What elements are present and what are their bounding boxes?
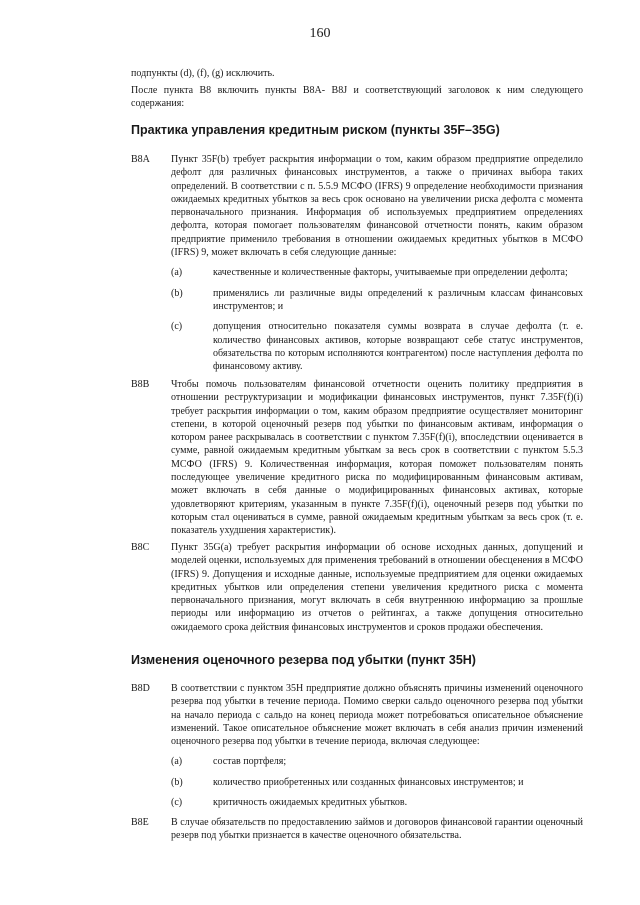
paragraph-b8b xyxy=(131,378,583,538)
list-item-text: состав портфеля; xyxy=(213,756,287,768)
list-item-label: (b) xyxy=(171,287,183,299)
paragraph-number: B8E xyxy=(131,817,149,828)
list-item-text: применялись ли различные виды определений к различным классам финансовых инструментов; и xyxy=(213,287,583,312)
paragraph-number: B8C xyxy=(131,542,150,553)
list-item-label: (b) xyxy=(171,776,183,788)
list-item-text: допущения относительно показателя суммы возврата в случае дефолта (т. е. количество финансовых активов, которые возвращают себе статус инструментов, обязательства по которым исполняются контрагентом) после наступления дефолта по финансовому активу. xyxy=(213,321,583,373)
section-heading-loss-allowance: Изменения оценочного резерва под убытки (пункт 35H) xyxy=(131,653,476,667)
paragraph-b8a xyxy=(131,153,583,373)
list-item-label: (a) xyxy=(171,267,183,279)
list-item-text: качественные и количественные факторы, учитываемые при определении дефолта; xyxy=(213,267,568,279)
intro-line-1: подпункты (d), (f), (g) исключить. xyxy=(131,68,275,79)
intro-line-2: После пункта B8 включить пункты B8A- B8J и соответствующий заголовок к ним следующего содержания: xyxy=(131,85,583,110)
paragraph-number: B8D xyxy=(131,683,150,694)
list-item-label: (c) xyxy=(171,797,183,809)
paragraph-b8c xyxy=(131,541,583,634)
list-item xyxy=(171,287,583,314)
list-item xyxy=(171,320,583,373)
paragraph-text: Пункт 35G(a) требует раскрытия информации об основе исходных данных, допущений и моделей оценки, используемых для применения требований в отношении обесценения в МСФО (IFRS) 9. Допущения и исходные данные, используемые предприятием для оценки ожидаемых кредитных убытков или определения степени увеличения кредитного риска с момента первоначального признания, могут включать в себя внутреннюю информацию за прошлые периоды или информацию из отчетов о рейтингах, а также допущения относительно ожидаемого срока действия финансовых инструментов и сроков продажи обеспечения. xyxy=(171,542,583,633)
list-item xyxy=(171,755,583,768)
paragraph-b8d xyxy=(131,682,583,809)
paragraph-text: В соответствии с пунктом 35H предприятие должно объяснять причины изменений оценочного резерва под убытки в течение периода. Помимо сверки сальдо оценочного резерва под убытки на начало периода с сальдо на конец периода может потребоваться описательное объяснение изменений. Такое описательное объяснение может включать в себя анализ причин изменений оценочного резерва под убытки в течение периода, включая следующее: xyxy=(171,683,583,748)
paragraph-text: В случае обязательств по предоставлению займов и договоров финансовой гарантии оценочный резерв под убытки признается в качестве оценочного обязательства. xyxy=(171,817,583,842)
page-number: 160 xyxy=(309,26,331,41)
list-item xyxy=(171,776,583,789)
section-heading-credit-risk: Практика управления кредитным риском (пункты 35F–35G) xyxy=(131,123,500,137)
list-item xyxy=(171,266,583,279)
paragraph-number: B8B xyxy=(131,379,150,390)
list-item-text: критичность ожидаемых кредитных убытков. xyxy=(213,797,408,809)
list-item-label: (a) xyxy=(171,756,183,768)
paragraph-text: Пункт 35F(b) требует раскрытия информации о том, каким образом предприятие определило дефолт для различных финансовых инструментов, а также о причинах выбора таких определений. В соответствии с п. 5.5.9 МСФО (IFRS) 9 определение необходимости признания ожидаемых кредитных убытков за весь срок основано на увеличении риска дефолта с момента первоначального признания. Информация об используемых предприятием определениях дефолта, которая помогает пользователям финансовой отчетности понять, каким образом предприятие применило требования в отношении ожидаемых кредитных убытков в МСФО (IFRS) 9, может включать в себя следующие данные: xyxy=(171,154,583,259)
list-item-text: количество приобретенных или созданных финансовых инструментов; и xyxy=(213,776,524,788)
paragraph-b8e xyxy=(131,816,583,843)
list-item xyxy=(171,796,583,809)
paragraph-text: Чтобы помочь пользователям финансовой отчетности оценить политику предприятия в отношении реструктуризации и модификации финансовых инструментов, пункт 7.35F(f)(i) требует раскрытия информации о том, каким образом предприятие осуществляет мониторинг степени, в которой оценочный резерв под убытки по финансовым активам, информация о котором ранее раскрывалась в соответствии с пунктом 7.35F(f)(i), впоследствии оценивается в сумме, равной ожидаемым кредитным убыткам за весь срок в соответствии с пунктом 5.5.3 МСФО (IFRS) 9. Количественная информация, которая поможет пользователям понять последующее увеличение кредитного риска по модифицированным финансовым активам, может включать в себя данные о модифицированных финансовых активах, которые удовлетворяют критериям, указанным в пункте 7.35F(f)(i), оценочный резерв под убытки по которым стал оцениваться в сумме, равной ожидаемым кредитным убыткам за весь срок (т. е. показатель ухудшения характеристик). xyxy=(171,379,583,537)
list-item-label: (c) xyxy=(171,321,183,333)
paragraph-number: B8A xyxy=(131,154,150,165)
